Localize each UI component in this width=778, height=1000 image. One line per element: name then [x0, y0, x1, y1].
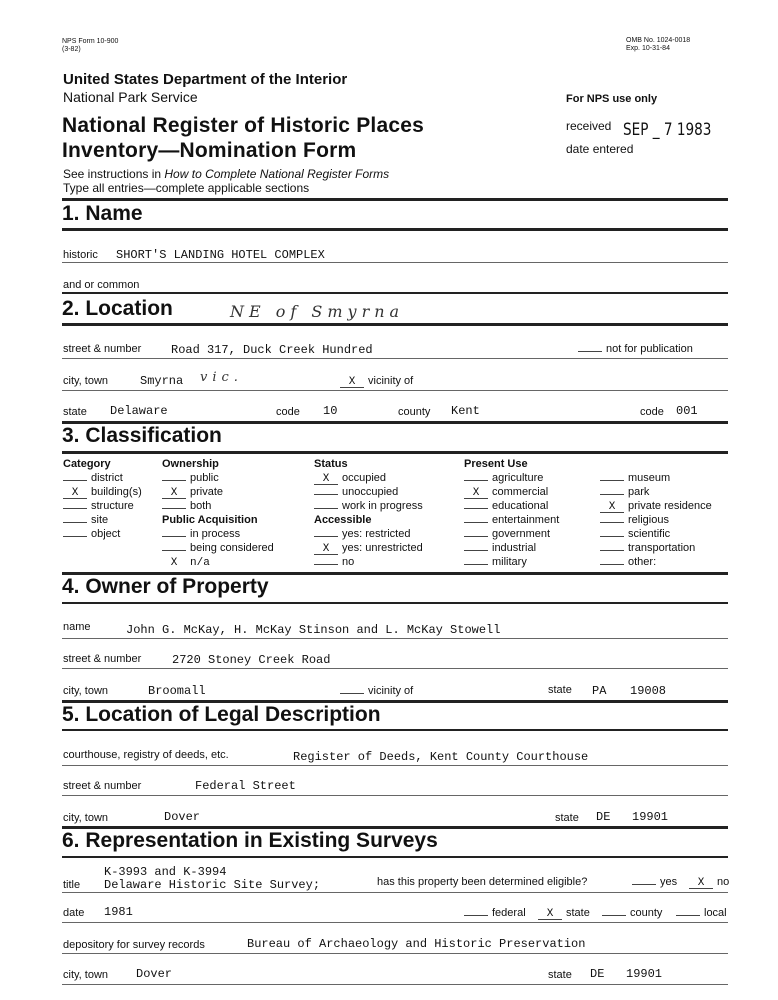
county-code-value[interactable]: 001	[676, 404, 698, 418]
instructions-prefix: See instructions in	[63, 167, 165, 181]
status-option-label: occupied	[342, 472, 387, 484]
field-underline	[62, 922, 728, 923]
ownership-option-label: both	[190, 500, 212, 512]
present-use-checkbox[interactable]	[600, 494, 624, 495]
not-for-publication-checkbox[interactable]	[578, 351, 602, 352]
survey-zip-value[interactable]: 19901	[626, 967, 663, 981]
present-use-checkbox[interactable]	[464, 550, 488, 551]
present-use-option-label: commercial	[492, 486, 549, 498]
present-use-checkbox[interactable]: X	[464, 488, 488, 499]
present-use-option	[464, 486, 548, 499]
federal-checkbox[interactable]	[464, 915, 488, 916]
accessible-checkbox[interactable]	[314, 564, 338, 565]
local-survey-checkbox[interactable]	[676, 915, 700, 916]
owner-street-label: street & number	[63, 653, 142, 665]
survey-state-label: state	[548, 969, 572, 981]
present-use-option	[600, 486, 649, 499]
eligible-yes-label: yes	[660, 876, 678, 888]
category-checkbox[interactable]	[63, 522, 87, 523]
ownership-option	[162, 472, 219, 485]
survey-title-label: title	[63, 879, 81, 891]
form-revision: (3-82)	[62, 46, 81, 53]
received-date-stamp: SEP _ 7 1983	[623, 120, 712, 140]
present-use-checkbox[interactable]	[600, 522, 624, 523]
depository-label: depository for survey records	[63, 939, 205, 951]
local-survey-label: local	[704, 907, 727, 919]
divider	[62, 856, 728, 858]
present-use-option-label: scientific	[628, 528, 671, 540]
present-use-option	[600, 472, 670, 485]
expiration-date: Exp. 10-31-84	[626, 45, 670, 52]
historic-name-label: historic	[63, 249, 98, 261]
status-option-label: unoccupied	[342, 486, 399, 498]
ownership-option	[162, 500, 211, 513]
category-checkbox[interactable]	[63, 536, 87, 537]
category-option-label: site	[91, 514, 109, 526]
present-use-option	[464, 514, 559, 527]
divider	[62, 729, 728, 731]
ownership-option-label: public	[190, 472, 219, 484]
present-use-checkbox[interactable]	[464, 508, 488, 509]
divider	[62, 292, 728, 294]
eligible-no-label: no	[717, 876, 730, 888]
section-1-heading: 1. Name	[62, 202, 143, 225]
field-underline	[62, 795, 728, 796]
county-label: county	[398, 406, 431, 418]
category-option-label: district	[91, 472, 123, 484]
state-survey-field	[538, 907, 590, 920]
not-for-publication-field	[578, 343, 693, 356]
instructions-guide-title: How to Complete National Register Forms	[164, 167, 390, 181]
ownership-option-label: private	[190, 486, 224, 498]
owner-vicinity-field	[340, 685, 413, 698]
form-number: NPS Form 10-900	[62, 38, 119, 45]
present-use-option	[600, 500, 712, 513]
present-use-option	[600, 514, 669, 527]
ownership-option	[162, 486, 223, 499]
vicinity-checkbox[interactable]: X	[340, 377, 364, 388]
status-option	[314, 500, 423, 513]
ownership-checkbox[interactable]: X	[162, 488, 186, 499]
eligible-no-checkbox[interactable]: X	[689, 878, 713, 889]
agency-name: National Park Service	[63, 89, 198, 105]
public-acquisition-checkbox[interactable]	[162, 550, 186, 551]
state-code-value[interactable]: 10	[323, 404, 338, 418]
present-use-option	[464, 556, 527, 569]
status-checkbox[interactable]: X	[314, 474, 338, 485]
legal-zip-value[interactable]: 19901	[632, 810, 669, 824]
present-use-option	[464, 542, 536, 555]
present-use-checkbox[interactable]	[600, 480, 624, 481]
public-acquisition-option-label: in process	[190, 528, 241, 540]
owner-state-value[interactable]: PA	[592, 684, 607, 698]
field-underline	[62, 358, 728, 359]
department-name: United States Department of the Interior	[63, 71, 348, 88]
accessible-checkbox[interactable]: X	[314, 544, 338, 555]
section-4-heading: 4. Owner of Property	[62, 575, 269, 598]
present-use-option-label: government	[492, 528, 551, 540]
survey-city-value[interactable]: Dover	[136, 967, 173, 981]
county-code-label: code	[640, 406, 664, 418]
public-acquisition-heading: Public Acquisition	[162, 514, 258, 526]
present-use-checkbox[interactable]	[464, 480, 488, 481]
field-underline	[62, 668, 728, 669]
category-option-label: building(s)	[91, 486, 142, 498]
eligible-yes-checkbox[interactable]	[632, 884, 656, 885]
category-checkbox[interactable]	[63, 508, 87, 509]
state-code-label: code	[276, 406, 300, 418]
state-survey-checkbox[interactable]: X	[538, 909, 562, 920]
owner-vicinity-checkbox[interactable]	[340, 693, 364, 694]
survey-city-label: city, town	[63, 969, 109, 981]
field-underline	[62, 262, 728, 263]
field-underline	[62, 638, 728, 639]
vicinity-label: vicinity of	[368, 375, 414, 387]
state-value[interactable]: Delaware	[110, 404, 168, 418]
present-use-option	[464, 528, 550, 541]
present-use-option	[464, 472, 543, 485]
form-title-line2: Inventory—Nomination Form	[62, 139, 357, 162]
present-use-checkbox[interactable]	[600, 550, 624, 551]
county-survey-field	[602, 907, 662, 920]
street-value[interactable]: Road 317, Duck Creek Hundred	[171, 343, 373, 357]
status-heading: Status	[314, 458, 348, 470]
public-acquisition-option-label: n/a	[190, 557, 210, 569]
divider	[62, 602, 728, 604]
present-use-option-label: other:	[628, 556, 657, 568]
ownership-heading: Ownership	[162, 458, 219, 470]
accessible-option-label: yes: unrestricted	[342, 542, 423, 554]
present-use-option-label: private residence	[628, 500, 712, 512]
present-use-option-label: transportation	[628, 542, 696, 554]
public-acquisition-option	[162, 556, 210, 570]
received-label: received	[566, 119, 612, 133]
status-option-label: work in progress	[342, 500, 423, 512]
ownership-checkbox[interactable]	[162, 508, 186, 509]
state-survey-label: state	[566, 907, 590, 919]
divider	[62, 451, 728, 454]
legal-state-label: state	[555, 812, 579, 824]
survey-title-line1[interactable]: K-3993 and K-3994	[104, 865, 227, 879]
accessible-option	[314, 528, 410, 541]
present-use-checkbox[interactable]	[600, 536, 624, 537]
public-acquisition-option-label: being considered	[190, 542, 274, 554]
present-use-option-label: military	[492, 556, 527, 568]
owner-zip-value[interactable]: 19008	[630, 684, 667, 698]
ownership-checkbox[interactable]	[162, 480, 186, 481]
present-use-option-label: entertainment	[492, 514, 560, 526]
city-handwritten-note: vic.	[200, 370, 243, 385]
nps-use-heading: For NPS use only	[566, 93, 658, 105]
divider	[62, 323, 728, 326]
category-option-label: object	[91, 528, 121, 540]
accessible-heading: Accessible	[314, 514, 372, 526]
street-label: street & number	[63, 343, 142, 355]
form-title-line1: National Register of Historic Places	[62, 114, 424, 137]
eligibility-question: has this property been determined eligible?	[377, 876, 588, 888]
category-heading: Category	[63, 458, 111, 470]
category-option	[63, 528, 120, 541]
accessible-option	[314, 556, 354, 569]
divider	[62, 198, 728, 201]
present-use-checkbox[interactable]	[600, 564, 624, 565]
not-for-publication-label: not for publication	[606, 343, 693, 355]
historic-name-value[interactable]: SHORT'S LANDING HOTEL COMPLEX	[116, 248, 325, 262]
present-use-option-label: educational	[492, 500, 549, 512]
accessible-checkbox[interactable]	[314, 536, 338, 537]
local-survey-field	[676, 907, 727, 920]
state-label: state	[63, 406, 87, 418]
legal-city-label: city, town	[63, 812, 109, 824]
section-5-heading: 5. Location of Legal Description	[62, 703, 381, 726]
owner-name-value[interactable]: John G. McKay, H. McKay Stinson and L. McKay Stowell	[126, 623, 501, 637]
legal-state-value[interactable]: DE	[596, 810, 611, 824]
section-6-heading: 6. Representation in Existing Surveys	[62, 829, 438, 852]
legal-street-value[interactable]: Federal Street	[195, 779, 296, 793]
category-checkbox[interactable]: X	[63, 488, 87, 499]
present-use-option	[464, 500, 548, 513]
status-option	[314, 472, 386, 485]
divider	[62, 228, 728, 231]
instructions-line2: Type all entries—complete applicable sections	[63, 181, 310, 195]
present-use-checkbox[interactable]	[464, 564, 488, 565]
vicinity-field	[340, 375, 413, 388]
federal-label: federal	[492, 907, 526, 919]
county-value[interactable]: Kent	[451, 404, 480, 418]
owner-vicinity-label: vicinity of	[368, 685, 414, 697]
owner-state-label: state	[548, 684, 572, 696]
present-use-option-label: museum	[628, 472, 671, 484]
category-option	[63, 486, 142, 499]
present-use-option-label: religious	[628, 514, 669, 526]
public-acquisition-checkbox[interactable]: X	[170, 557, 178, 569]
present-use-option	[600, 528, 670, 541]
field-underline	[62, 390, 728, 391]
depository-value[interactable]: Bureau of Archaeology and Historic Preservation	[247, 937, 586, 951]
category-option	[63, 514, 108, 527]
legal-street-label: street & number	[63, 780, 142, 792]
present-use-heading: Present Use	[464, 458, 528, 470]
owner-street-value[interactable]: 2720 Stoney Creek Road	[172, 653, 331, 667]
status-checkbox[interactable]	[314, 494, 338, 495]
present-use-checkbox[interactable]	[464, 522, 488, 523]
present-use-checkbox[interactable]: X	[600, 502, 624, 513]
city-value[interactable]: Smyrna	[140, 374, 184, 388]
present-use-option-label: industrial	[492, 542, 537, 554]
legal-city-value[interactable]: Dover	[164, 810, 201, 824]
handwritten-location-note: NE of Smyrna	[230, 302, 405, 321]
field-underline	[62, 892, 728, 893]
category-option	[63, 472, 123, 485]
omb-number: OMB No. 1024-0018	[626, 37, 691, 44]
field-underline	[62, 984, 728, 985]
present-use-option-label: park	[628, 486, 650, 498]
status-checkbox[interactable]	[314, 508, 338, 509]
survey-date-value[interactable]: 1981	[104, 905, 133, 919]
category-checkbox[interactable]	[63, 480, 87, 481]
category-option-label: structure	[91, 500, 134, 512]
county-survey-label: county	[630, 907, 663, 919]
category-option	[63, 500, 134, 513]
field-underline	[62, 953, 728, 954]
status-option	[314, 486, 398, 499]
accessible-option-label: yes: restricted	[342, 528, 411, 540]
courthouse-value[interactable]: Register of Deeds, Kent County Courthouse	[293, 750, 589, 764]
owner-name-label: name	[63, 621, 91, 633]
section-3-heading: 3. Classification	[62, 424, 222, 447]
survey-state-value[interactable]: DE	[590, 967, 605, 981]
survey-date-label: date	[63, 907, 85, 919]
public-acquisition-option	[162, 528, 240, 541]
courthouse-label: courthouse, registry of deeds, etc.	[63, 749, 229, 761]
eligible-no-field	[689, 876, 729, 889]
eligible-yes-field	[632, 876, 677, 889]
present-use-option-label: agriculture	[492, 472, 544, 484]
county-survey-checkbox[interactable]	[602, 915, 626, 916]
public-acquisition-option	[162, 542, 274, 555]
present-use-option	[600, 556, 656, 569]
section-2-heading: 2. Location	[62, 297, 173, 320]
owner-city-value[interactable]: Broomall	[148, 684, 206, 698]
city-label: city, town	[63, 375, 109, 387]
instructions-line1	[63, 167, 389, 181]
public-acquisition-checkbox[interactable]	[162, 536, 186, 537]
common-name-label: and or common	[63, 279, 140, 291]
date-entered-label: date entered	[566, 142, 634, 156]
owner-city-label: city, town	[63, 685, 109, 697]
present-use-checkbox[interactable]	[464, 536, 488, 537]
field-underline	[62, 765, 728, 766]
accessible-option-label: no	[342, 556, 355, 568]
present-use-option	[600, 542, 695, 555]
accessible-option	[314, 542, 423, 555]
survey-title-line2[interactable]: Delaware Historic Site Survey;	[104, 878, 321, 892]
federal-field	[464, 907, 526, 920]
